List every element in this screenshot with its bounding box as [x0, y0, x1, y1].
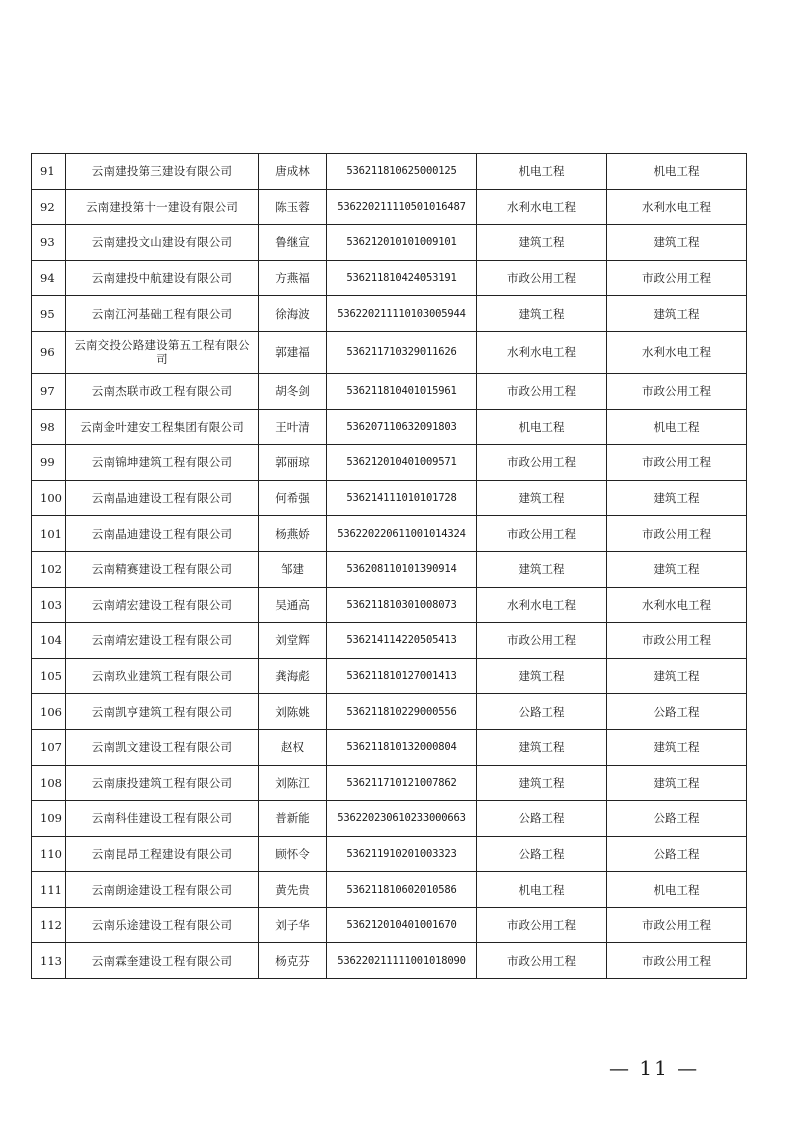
- company-name: 云南康投建筑工程有限公司: [66, 765, 259, 801]
- company-name: 云南精赛建设工程有限公司: [66, 551, 259, 587]
- table-row: [32, 836, 747, 872]
- company-name: 云南建投第十一建设有限公司: [66, 189, 259, 225]
- table-row: [32, 765, 747, 801]
- person-name: 杨克芬: [259, 943, 327, 979]
- registered-major: 建筑工程: [607, 765, 747, 801]
- major: 机电工程: [477, 409, 607, 445]
- major: 建筑工程: [477, 296, 607, 332]
- person-name: 唐成林: [259, 154, 327, 190]
- certificate-number: 536220211110103005944: [327, 296, 477, 332]
- registered-major: 建筑工程: [607, 225, 747, 261]
- table-row: [32, 623, 747, 659]
- person-name: 普新能: [259, 801, 327, 837]
- table-row: [32, 225, 747, 261]
- company-name: 云南晶迪建设工程有限公司: [66, 516, 259, 552]
- table-row: [32, 189, 747, 225]
- registered-major: 水利水电工程: [607, 587, 747, 623]
- company-name: 云南霖奎建设工程有限公司: [66, 943, 259, 979]
- row-number: 104: [32, 623, 66, 659]
- person-name: 吴通高: [259, 587, 327, 623]
- company-name: 云南江河基础工程有限公司: [66, 296, 259, 332]
- row-number: 111: [32, 872, 66, 908]
- row-number: 98: [32, 409, 66, 445]
- certificate-number: 536211810132000804: [327, 729, 477, 765]
- registered-major: 市政公用工程: [607, 516, 747, 552]
- registered-major: 市政公用工程: [607, 943, 747, 979]
- table-row: [32, 373, 747, 409]
- row-number: 93: [32, 225, 66, 261]
- row-number: 91: [32, 154, 66, 190]
- person-name: 刘堂辉: [259, 623, 327, 659]
- table-row: [32, 296, 747, 332]
- company-name: 云南建投文山建设有限公司: [66, 225, 259, 261]
- table-row: [32, 694, 747, 730]
- table-row: [32, 729, 747, 765]
- company-name: 云南锦坤建筑工程有限公司: [66, 445, 259, 481]
- person-name: 郭建福: [259, 331, 327, 373]
- row-number: 105: [32, 658, 66, 694]
- registered-major: 公路工程: [607, 694, 747, 730]
- table-row: [32, 587, 747, 623]
- row-number: 113: [32, 943, 66, 979]
- table-row: [32, 260, 747, 296]
- registered-major: 市政公用工程: [607, 260, 747, 296]
- major: 建筑工程: [477, 658, 607, 694]
- person-name: 陈玉蓉: [259, 189, 327, 225]
- person-name: 杨燕娇: [259, 516, 327, 552]
- table-row: [32, 409, 747, 445]
- major: 机电工程: [477, 154, 607, 190]
- certificate-number: 536211710329011626: [327, 331, 477, 373]
- company-name: 云南建投第三建设有限公司: [66, 154, 259, 190]
- person-name: 徐海波: [259, 296, 327, 332]
- row-number: 92: [32, 189, 66, 225]
- certificate-number: 536214111010101728: [327, 480, 477, 516]
- person-name: 胡冬剑: [259, 373, 327, 409]
- company-name: 云南靖宏建设工程有限公司: [66, 623, 259, 659]
- certificate-number: 536208110101390914: [327, 551, 477, 587]
- certificate-number: 536220220611001014324: [327, 516, 477, 552]
- registered-major: 公路工程: [607, 836, 747, 872]
- major: 公路工程: [477, 694, 607, 730]
- company-name: 云南建投中航建设有限公司: [66, 260, 259, 296]
- person-name: 赵权: [259, 729, 327, 765]
- certificate-number: 536211810127001413: [327, 658, 477, 694]
- person-name: 郭丽琼: [259, 445, 327, 481]
- major: 公路工程: [477, 801, 607, 837]
- major: 建筑工程: [477, 729, 607, 765]
- company-name: 云南靖宏建设工程有限公司: [66, 587, 259, 623]
- row-number: 101: [32, 516, 66, 552]
- certificate-number: 536220211111001018090: [327, 943, 477, 979]
- certificate-number: 536220211110501016487: [327, 189, 477, 225]
- company-name: 云南朗途建设工程有限公司: [66, 872, 259, 908]
- registered-major: 建筑工程: [607, 480, 747, 516]
- table-row: [32, 658, 747, 694]
- company-name: 云南科佳建设工程有限公司: [66, 801, 259, 837]
- table-row: [32, 907, 747, 943]
- major: 市政公用工程: [477, 445, 607, 481]
- row-number: 94: [32, 260, 66, 296]
- registered-major: 建筑工程: [607, 658, 747, 694]
- table-row: [32, 872, 747, 908]
- row-number: 100: [32, 480, 66, 516]
- table-row: [32, 331, 747, 373]
- company-name: 云南杰联市政工程有限公司: [66, 373, 259, 409]
- registered-major: 市政公用工程: [607, 907, 747, 943]
- company-name: 云南乐途建设工程有限公司: [66, 907, 259, 943]
- registered-major: 建筑工程: [607, 296, 747, 332]
- row-number: 112: [32, 907, 66, 943]
- major: 市政公用工程: [477, 907, 607, 943]
- person-name: 王叶清: [259, 409, 327, 445]
- major: 市政公用工程: [477, 943, 607, 979]
- table-row: [32, 480, 747, 516]
- major: 水利水电工程: [477, 587, 607, 623]
- table-row: [32, 154, 747, 190]
- major: 市政公用工程: [477, 260, 607, 296]
- certificate-number: 536211810401015961: [327, 373, 477, 409]
- major: 建筑工程: [477, 480, 607, 516]
- company-name: 云南金叶建安工程集团有限公司: [66, 409, 259, 445]
- row-number: 109: [32, 801, 66, 837]
- registered-major: 建筑工程: [607, 551, 747, 587]
- major: 机电工程: [477, 872, 607, 908]
- certificate-number: 536212010401009571: [327, 445, 477, 481]
- certificate-number: 536211810602010586: [327, 872, 477, 908]
- company-name: 云南凯文建设工程有限公司: [66, 729, 259, 765]
- registered-major: 建筑工程: [607, 729, 747, 765]
- row-number: 102: [32, 551, 66, 587]
- registered-major: 机电工程: [607, 409, 747, 445]
- certificate-number: 536212010401001670: [327, 907, 477, 943]
- person-name: 邹建: [259, 551, 327, 587]
- company-name: 云南玖业建筑工程有限公司: [66, 658, 259, 694]
- major: 公路工程: [477, 836, 607, 872]
- major: 市政公用工程: [477, 623, 607, 659]
- major: 建筑工程: [477, 765, 607, 801]
- table-row: [32, 943, 747, 979]
- row-number: 99: [32, 445, 66, 481]
- registered-major: 市政公用工程: [607, 623, 747, 659]
- person-name: 龚海彪: [259, 658, 327, 694]
- table-row: [32, 551, 747, 587]
- row-number: 106: [32, 694, 66, 730]
- major: 水利水电工程: [477, 189, 607, 225]
- certificate-number: 536211710121007862: [327, 765, 477, 801]
- registered-major: 市政公用工程: [607, 445, 747, 481]
- registration-table: [31, 153, 747, 979]
- person-name: 顾怀令: [259, 836, 327, 872]
- certificate-number: 536211810625000125: [327, 154, 477, 190]
- company-name: 云南晶迪建设工程有限公司: [66, 480, 259, 516]
- page-number: — 11 —: [609, 1056, 700, 1080]
- row-number: 97: [32, 373, 66, 409]
- major: 建筑工程: [477, 551, 607, 587]
- certificate-number: 536211810424053191: [327, 260, 477, 296]
- row-number: 108: [32, 765, 66, 801]
- registered-major: 市政公用工程: [607, 373, 747, 409]
- certificate-number: 536211810229000556: [327, 694, 477, 730]
- table-body: [32, 154, 747, 979]
- major: 水利水电工程: [477, 331, 607, 373]
- certificate-number: 536207110632091803: [327, 409, 477, 445]
- person-name: 鲁继宣: [259, 225, 327, 261]
- company-name: 云南凯亨建筑工程有限公司: [66, 694, 259, 730]
- row-number: 103: [32, 587, 66, 623]
- major: 建筑工程: [477, 225, 607, 261]
- person-name: 何希强: [259, 480, 327, 516]
- row-number: 107: [32, 729, 66, 765]
- major: 市政公用工程: [477, 516, 607, 552]
- table-row: [32, 445, 747, 481]
- person-name: 方燕福: [259, 260, 327, 296]
- certificate-number: 536211910201003323: [327, 836, 477, 872]
- person-name: 刘子华: [259, 907, 327, 943]
- major: 市政公用工程: [477, 373, 607, 409]
- registered-major: 水利水电工程: [607, 189, 747, 225]
- registered-major: 机电工程: [607, 872, 747, 908]
- certificate-number: 536211810301008073: [327, 587, 477, 623]
- certificate-number: 536214114220505413: [327, 623, 477, 659]
- company-name: 云南昆昂工程建设有限公司: [66, 836, 259, 872]
- certificate-number: 536220230610233000663: [327, 801, 477, 837]
- person-name: 刘陈江: [259, 765, 327, 801]
- row-number: 110: [32, 836, 66, 872]
- registered-major: 水利水电工程: [607, 331, 747, 373]
- row-number: 96: [32, 331, 66, 373]
- registered-major: 机电工程: [607, 154, 747, 190]
- person-name: 刘陈姚: [259, 694, 327, 730]
- row-number: 95: [32, 296, 66, 332]
- table-row: [32, 801, 747, 837]
- table-row: [32, 516, 747, 552]
- person-name: 黄先贵: [259, 872, 327, 908]
- registered-major: 公路工程: [607, 801, 747, 837]
- company-name: 云南交投公路建设第五工程有限公司: [66, 331, 259, 373]
- certificate-number: 536212010101009101: [327, 225, 477, 261]
